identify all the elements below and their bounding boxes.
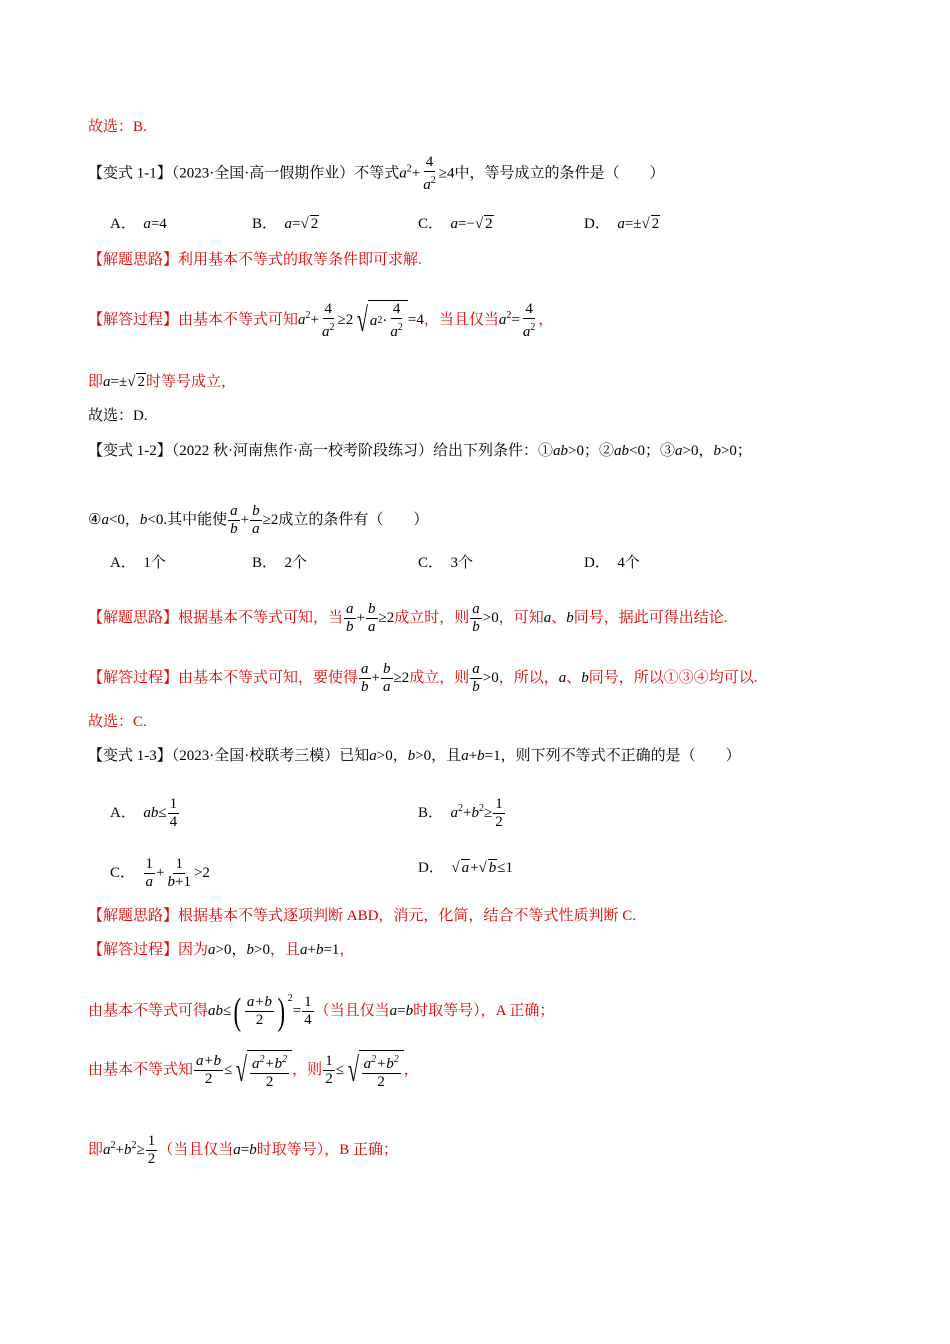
idea-text: 同号，据此可得出结论. [573,609,728,626]
question-1-2-stem-line2: ④a<0，b<0.其中能使 $\frac{a}{b}$ + $\frac{b}{a}$ ≥2成立的条件有（ ） [88,503,429,537]
option-d[interactable]: D． a=±√ 2 [584,216,660,232]
process-tag: 【解答过程】 [88,311,179,328]
process-text: ，则 [292,1061,323,1078]
process-text: 时取等号），A 正确； [413,1003,555,1019]
question-tag: 【变式 1-2】 [88,443,172,459]
option-label: B． [252,555,278,571]
process-text: 由基本不等式知 [88,1061,194,1078]
idea-text: 成立时，则 [394,609,470,626]
question-tag: 【变式 1-3】 [88,748,172,764]
option-label: C． [418,216,444,232]
solution-process-1-2: 【解答过程】由基本不等式可知，要使得 $\frac{a}{b}$ + $\frac{b}{a}$ ≥2成立，则 $\frac{a}{b}$ >0，所以，a、b同号，所以①③④均可以. [88,661,758,695]
question-tag: 【变式 1-1】 [88,165,172,182]
option-b[interactable]: B． a=√ 2 [252,216,319,232]
process-text: ，所以， [498,669,559,686]
answer-line-q0 [88,117,147,137]
question-1-3-stem: 【变式 1-3】（2023·全国·校联考三模）已知a>0，b>0，且a+b=1，则下列不等式不正确的是（ ） [88,748,741,764]
option-a[interactable] [110,553,166,573]
option-b[interactable]: B． $a^2+b^2\ge$ $\frac{1}{2}$ [418,796,503,830]
solution-line-b: 由基本不等式知 $\frac{a+b}{2}$ ≤ √ $\frac{a^2+b^2}{2}$ ，则 $\frac{1}{2}$ ≤ √ $\frac{a^2+b^2}{2}$ ， [88,1051,419,1090]
option-d[interactable]: D． √ a+√ b≤1 [418,860,514,876]
solution-process-1-3: 【解答过程】因为a>0，b>0，且a+b=1， [88,942,355,958]
process-text: 即 [88,374,104,390]
idea-text: ，可知 [498,609,544,626]
cond-4: ④ [88,511,102,528]
answer-text: 故选：D. [88,408,148,424]
question-stem-end: ，则下列不等式不正确的是（ ） [500,748,741,764]
process-mid: ，当且仅当 [423,311,499,328]
solution-idea-1-1 [88,250,422,270]
process-text: 成立，则 [409,669,470,686]
question-source: （2023·全国·高一假期作业）不等式 [171,165,400,182]
solution-line-c: 即$a^2+b^2\ge$ $\frac{1}{2}$ （当且仅当a=b时取等号），B 正确； [88,1133,398,1167]
process-text: 时等号成立， [145,374,236,390]
process-text: 由基本不等式可得 [88,1003,209,1019]
option-text: 3个 [450,555,474,571]
question-1-2-stem: 【变式 1-2】（2022 秋·河南焦作·高一校考阶段练习）给出下列条件：①ab>0；②ab<0；③a>0，b>0； [88,443,752,459]
question-1-1-stem: 【变式 1-1】（2023·全国·高一假期作业）不等式$a^2+$ $\frac{4}{a^2}$ ≥4中，等号成立的条件是（ ） [88,154,665,193]
answer-line-1-2 [88,712,147,732]
solution-line-a: 由基本不等式可得ab≤( $\frac{a+b}{2}$ ) $^2$= $\frac{1}{4}$ （当且仅当a=b时取等号），A 正确； [88,990,555,1033]
answer-text: 故选：B. [88,119,147,135]
question-source: （2023·全国·校联考三模）已知 [171,748,370,764]
option-text: 1个 [143,555,166,571]
idea-text: 利用基本不等式的取等条件即可求解. [178,252,422,268]
cond-2: ；② [583,443,614,459]
question-source: （2022 秋·河南焦作·高一校考阶段练习）给出下列条件： [171,443,538,459]
idea-tag: 【解题思路】 [88,252,179,268]
option-label: D． [418,860,444,876]
solution-process-1-1-line2: 即a=±√ 2时等号成立， [88,374,236,390]
solution-idea-1-3 [88,906,636,926]
question-stem-end: 中，等号成立的条件是（ ） [454,165,665,182]
option-label: C． [418,555,444,571]
option-label: B． [252,216,278,232]
option-c[interactable]: C． a=−√ 2 [418,216,493,232]
option-b[interactable] [252,553,307,573]
process-text: 因为 [178,942,209,958]
option-a[interactable]: A． ab≤ $\frac{1}{4}$ [110,796,178,830]
process-text: 时取等号），B 正确； [256,1141,398,1158]
process-text: （当且仅当 [314,1003,390,1019]
option-label: A． [110,804,136,821]
cond-3: ；③ [644,443,675,459]
idea-text: 根据基本不等式可知，当 [178,609,344,626]
process-text: （当且仅当 [158,1141,234,1158]
answer-text: 故选：C. [88,714,147,730]
process-text: 即 [88,1141,104,1158]
option-text: 4个 [617,555,640,571]
process-tag: 【解答过程】 [88,669,179,686]
option-text: 2个 [284,555,308,571]
option-a[interactable]: A． a=4 [110,216,167,232]
option-label: B． [418,804,444,821]
process-tag: 【解答过程】 [88,942,179,958]
question-stem-end: 成立的条件有（ ） [278,511,429,528]
process-text: 同号，所以①③④均可以. [588,669,758,686]
question-stem-mid: .其中能使 [163,511,228,528]
option-label: C． [110,864,136,881]
option-d[interactable] [584,553,640,573]
solution-process-1-1: 【解答过程】由基本不等式可知$a^2+$ $\frac{4}{a^2}$ ≥2 √ a 2 · $\frac{4}{a^2}$ =4，当且仅当$a^2=$ $\frac{4}{a^2}$ ， [88,300,554,340]
option-label: D． [584,555,610,571]
idea-tag: 【解题思路】 [88,908,179,924]
idea-tag: 【解题思路】 [88,609,179,626]
option-label: A． [110,216,136,232]
solution-idea-1-2: 【解题思路】根据基本不等式可知，当 $\frac{a}{b}$ + $\frac{b}{a}$ ≥2成立时，则 $\frac{a}{b}$ >0，可知a、b同号，据此可得出结论. [88,601,728,635]
idea-text: 根据基本不等式逐项判断 ABD，消元，化简，结合不等式性质判断 C. [178,908,636,924]
option-label: D． [584,216,610,232]
answer-line-1-1 [88,406,148,426]
cond-1: ① [538,443,554,459]
option-c[interactable] [418,553,473,573]
process-text: 由基本不等式可知 [178,311,299,328]
option-label: A． [110,555,136,571]
process-text: 由基本不等式可知，要使得 [178,669,359,686]
option-c[interactable]: C． $\frac{1}{a}$ + $\frac{1}{b+1}$ >2 [110,856,210,890]
